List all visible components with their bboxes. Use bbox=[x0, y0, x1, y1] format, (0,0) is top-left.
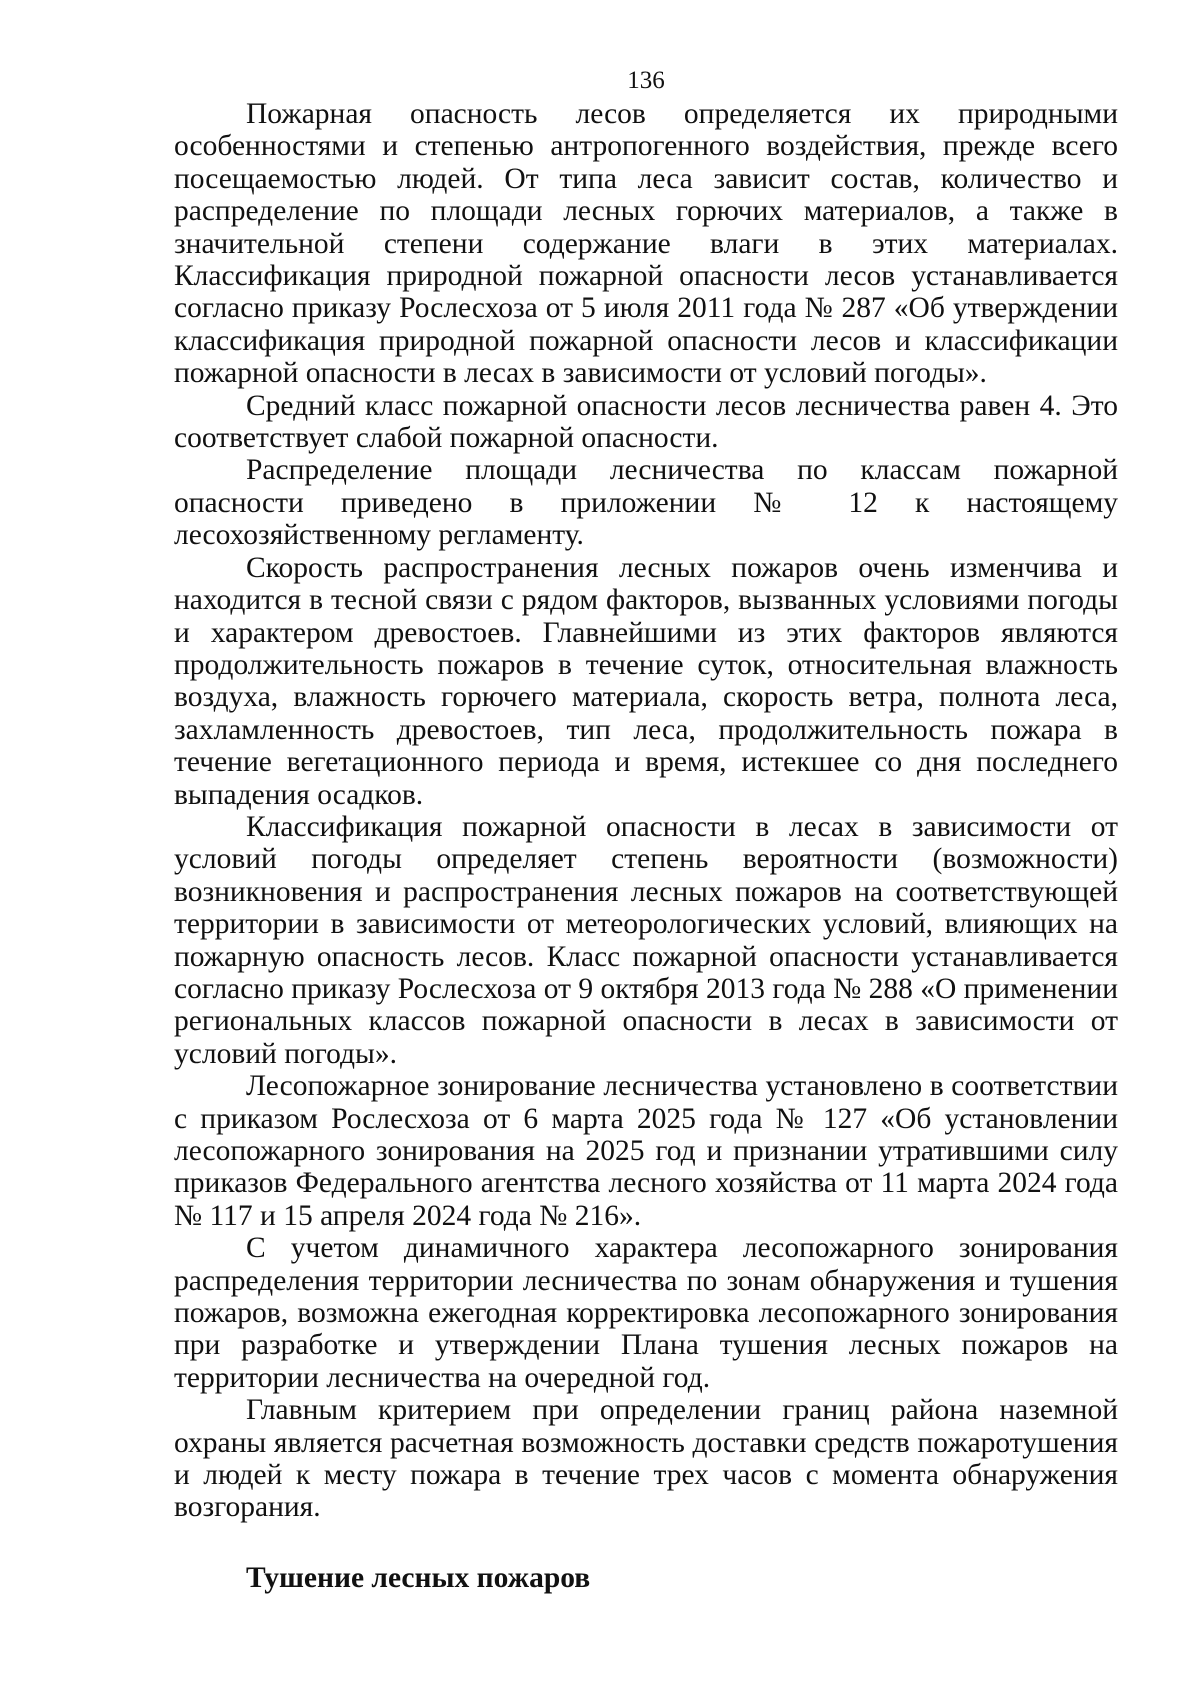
paragraph-area-distribution: Распределение площади лесничества по классам пожарной опасности приведено в приложении № 12 к настоящему лесохозяйственному регламенту. bbox=[174, 454, 1118, 552]
paragraph-zoning-adjustment: С учетом динамичного характера лесопожарного зонирования распределения территории лесничества по зонам обнаружения и тушения пожаров, возможна ежегодная корректировка лесопожарного зонирования при разработке и утверждении Плана тушения лесных пожаров на территории лесничества на очередной год. bbox=[174, 1232, 1118, 1394]
paragraph-zoning: Лесопожарное зонирование лесничества установлено в соответствии с приказом Рослесхоза от 6 марта 2025 года № 127 «Об установлении лесопожарного зонирования на 2025 год и признании утратившими силу приказов Федерального агентства лесного хозяйства от 11 марта 2024 года № 117 и 15 апреля 2024 года № 216». bbox=[174, 1070, 1118, 1232]
section-heading: Тушение лесных пожаров bbox=[246, 1561, 591, 1594]
document-page bbox=[174, 66, 1118, 1594]
paragraph-fire-danger-classification: Пожарная опасность лесов определяется их природными особенностями и степенью антропогенного воздействия, прежде всего посещаемостью людей. От типа леса зависит состав, количество и распределение по площади лесных горючих материалов, а также в значительной степени содержание влаги в этих материалах. Классификация природной пожарной опасности лесов устанавливается согласно приказу Рослесхоза от 5 июля 2011 года № 287 «Об утверждении классификация природной пожарной опасности лесов и классификации пожарной опасности в лесах в зависимости от условий погоды». bbox=[174, 98, 1118, 390]
paragraph-ground-protection-criteria: Главным критерием при определении границ района наземной охраны является расчетная возможность доставки средств пожаротушения и людей к месту пожара в течение трех часов с момента обнаружения возгорания. bbox=[174, 1394, 1118, 1524]
paragraph-spread-speed: Скорость распространения лесных пожаров очень изменчива и находится в тесной связи с рядом факторов, вызванных условиями погоды и характером древостоев. Главнейшими из этих факторов являются продолжительность пожаров в течение суток, относительная влажность воздуха, влажность горючего материала, скорость ветра, полнота леса, захламленность древостоев, тип леса, продолжительность пожара в течение вегетационного периода и время, истекшее со дня последнего выпадения осадков. bbox=[174, 551, 1118, 811]
page-number: 136 bbox=[627, 67, 665, 94]
paragraph-weather-classification: Классификация пожарной опасности в лесах в зависимости от условий погоды определяет степень вероятности (возможности) возникновения и распространения лесных пожаров на соответствующей территории в зависимости от метеорологических условий, влияющих на пожарную опасность лесов. Класс пожарной опасности устанавливается согласно приказу Рослесхоза от 9 октября 2013 года № 288 «О применении региональных классов пожарной опасности в лесах в зависимости от условий погоды». bbox=[174, 810, 1118, 1070]
paragraph-average-class: Средний класс пожарной опасности лесов лесничества равен 4. Это соответствует слабой пожарной опасности. bbox=[174, 389, 1118, 455]
